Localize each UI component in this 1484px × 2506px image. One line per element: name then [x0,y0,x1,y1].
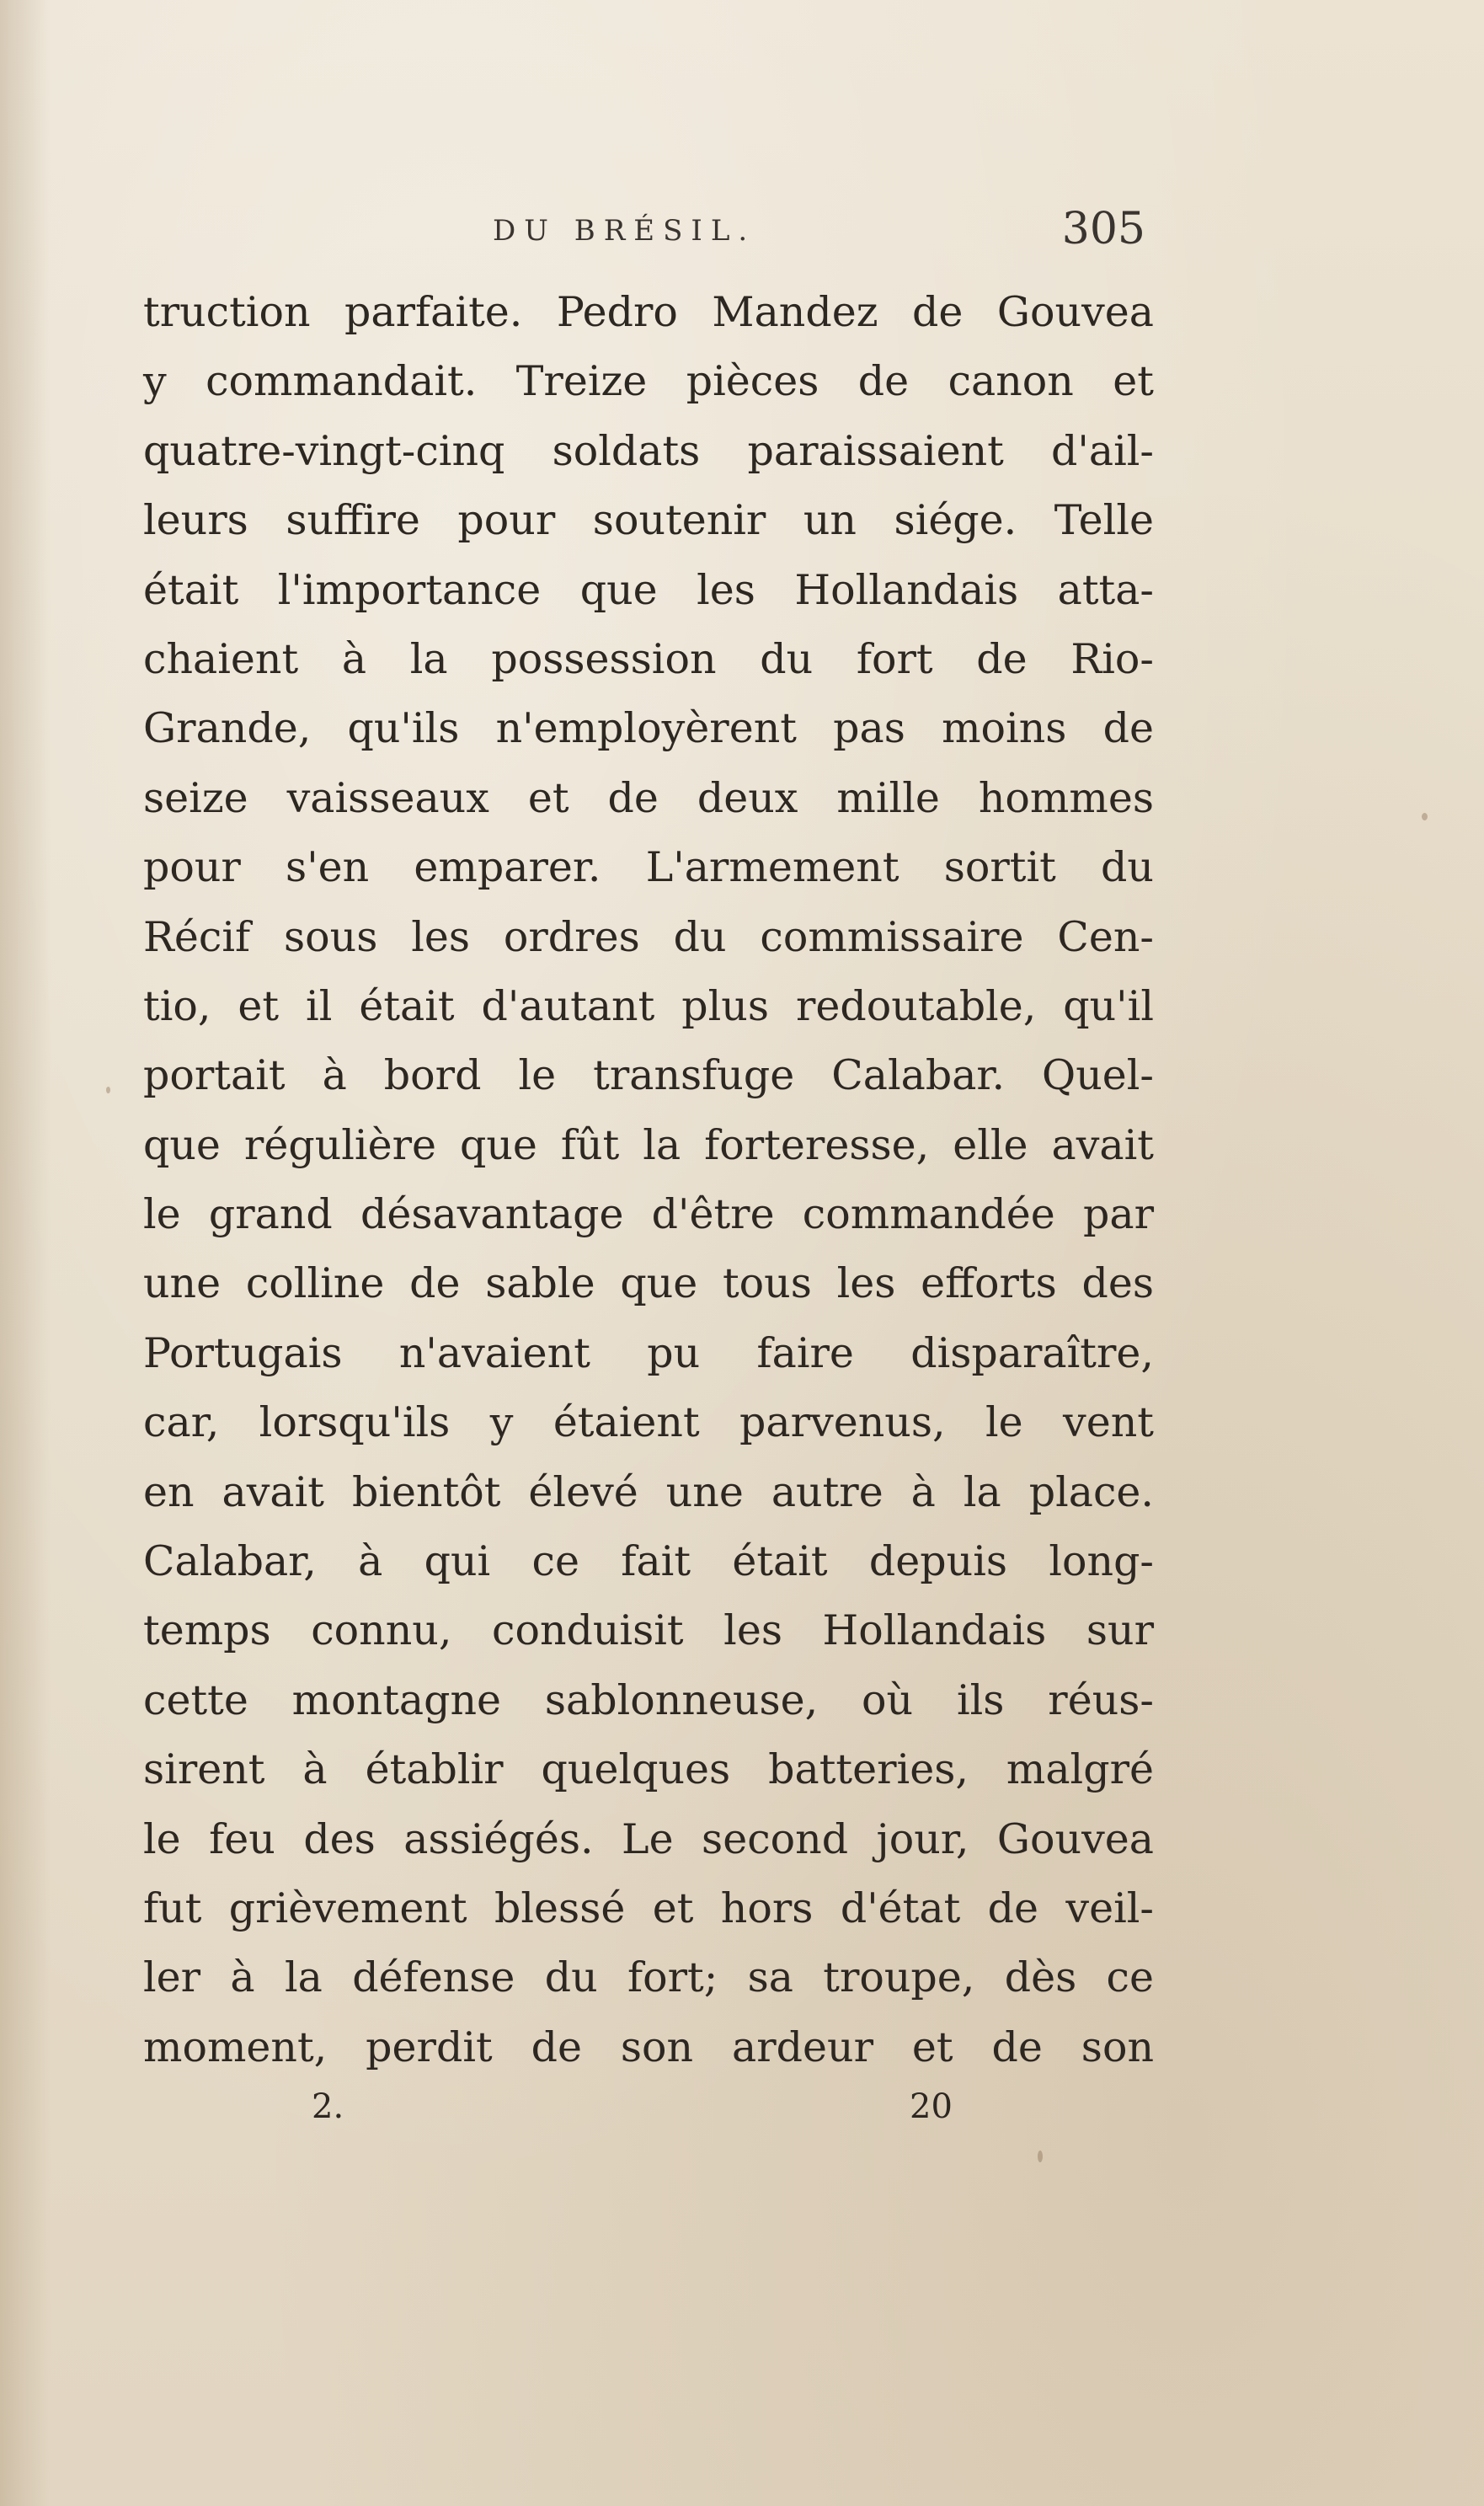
text-line: quatre-vingt-cinq soldats paraissaient d'ail- [143,426,1154,475]
text-line: pour s'en emparer. L'armement sortit du [143,843,1154,892]
text-line: que régulière que fût la forteresse, elle avait [143,1120,1154,1169]
text-line: chaient à la possession du fort de Rio- [143,634,1154,683]
signature-mark: 2. [312,2087,344,2126]
paper-stain [106,1087,110,1093]
text-line: y commandait. Treize pièces de canon et [143,357,1154,406]
text-line: fut grièvement blessé et hors d'état de veil- [143,1884,1154,1932]
text-line: Grande, qu'ils n'employèrent pas moins de [143,704,1154,753]
text-line: moment, perdit de son ardeur et de son [143,2022,1154,2071]
running-head [143,204,1154,259]
text-line: cette montagne sablonneuse, où ils réus- [143,1675,1154,1724]
text-line: truction parfaite. Pedro Mandez de Gouvea [143,288,1154,336]
text-line: leurs suffire pour soutenir un siége. Telle [143,496,1154,545]
text-line: portait à bord le transfuge Calabar. Quel- [143,1051,1154,1100]
text-line: Récif sous les ordres du commissaire Cen- [143,912,1154,961]
text-line: car, lorsqu'ils y étaient parvenus, le vent [143,1398,1154,1447]
running-title: DU BRÉSIL. [493,214,756,248]
text-line: en avait bientôt élevé une autre à la place. [143,1467,1154,1516]
paper-stain [1038,2151,1043,2162]
text-line: temps connu, conduisit les Hollandais sur [143,1606,1154,1655]
text-line: Calabar, à qui ce fait était depuis long- [143,1537,1154,1586]
page-footer [143,2087,1154,2138]
sheet-number: 20 [910,2087,953,2126]
text-line: ler à la défense du fort; sa troupe, dès ce [143,1953,1154,2002]
body-text [143,278,1154,2082]
page-number: 305 [1061,204,1145,254]
text-line: tio, et il était d'autant plus redoutable, qu'il [143,981,1154,1030]
paper-stain [1422,813,1428,820]
text-line: le feu des assiégés. Le second jour, Gouvea [143,1814,1154,1863]
text-line: une colline de sable que tous les efforts des [143,1259,1154,1308]
text-line: sirent à établir quelques batteries, malgré [143,1745,1154,1794]
text-line: le grand désavantage d'être commandée par [143,1190,1154,1239]
text-line: Portugais n'avaient pu faire disparaître, [143,1328,1154,1377]
text-line: était l'importance que les Hollandais atta- [143,565,1154,614]
text-line: seize vaisseaux et de deux mille hommes [143,773,1154,822]
